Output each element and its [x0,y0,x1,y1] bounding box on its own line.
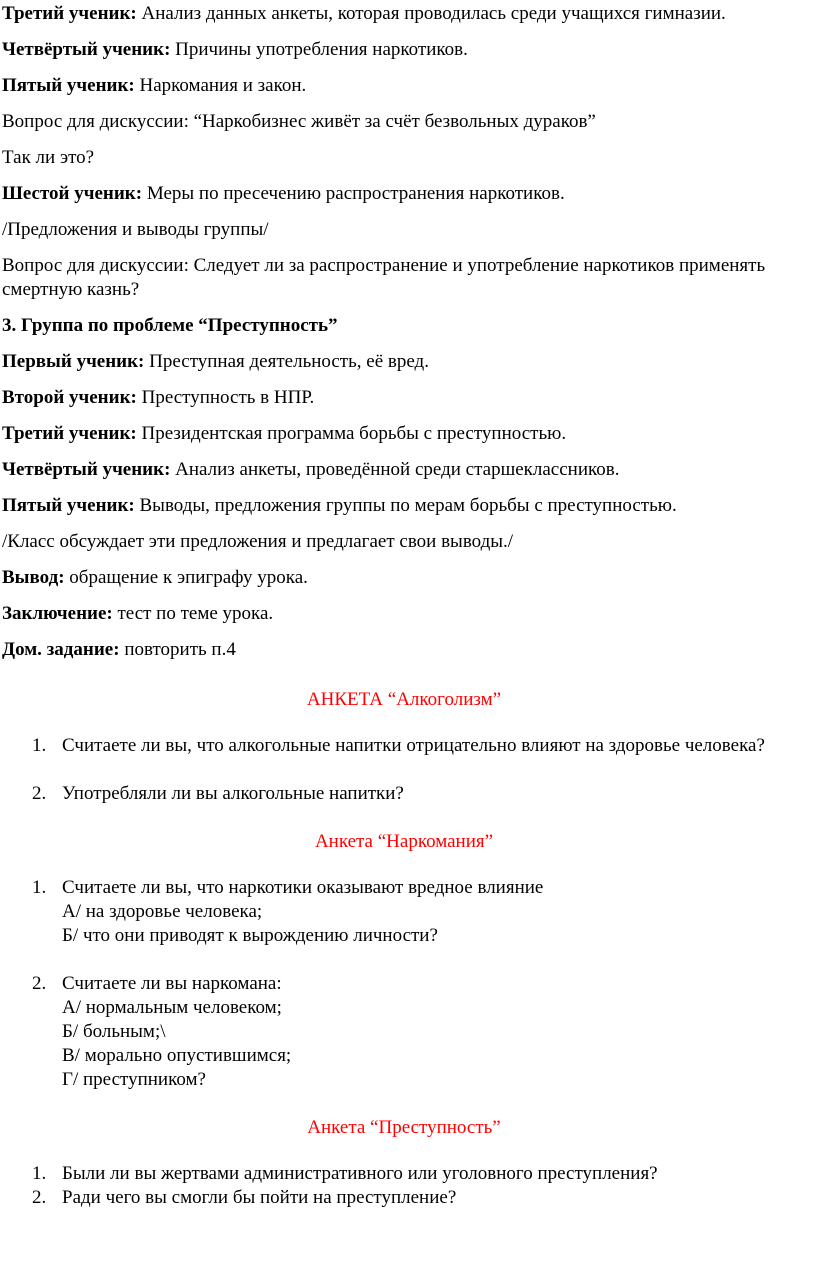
paragraph [2,386,806,410]
paragraph [2,254,806,302]
paragraph [2,110,806,134]
survey-question [2,734,806,758]
paragraph-text: обращение к эпиграфу урока. [64,567,308,588]
question-number: 1. [32,735,47,756]
paragraph [2,218,806,242]
survey-questions-drugs [2,876,806,1092]
paragraph [2,602,806,626]
survey-question [2,1162,806,1186]
paragraph-text: Президентская программа борьбы с преступностью. [136,423,567,444]
question-text: Считаете ли вы, что наркотики оказывают вредное влияние [62,877,544,898]
survey-title-alcohol: АНКЕТА “Алкоголизм” [306,689,502,710]
paragraph-label: Пятый ученик: [2,75,135,96]
survey-question [2,782,806,806]
paragraph-text: Анализ анкеты, проведённой среди старшеклассников. [170,459,620,480]
paragraph-label: Третий ученик: [2,423,137,444]
section-heading [2,314,806,338]
survey-question [2,972,806,1092]
paragraph-label: Вывод: [2,567,65,588]
paragraph-text: Наркомания и закон. [134,75,307,96]
paragraph-label: 3. Группа по проблеме “Преступность” [2,315,338,336]
paragraph-text: Анализ данных анкеты, которая проводилась среди учащихся гимназии. [136,3,726,24]
paragraph-label: Четвёртый ученик: [2,39,171,60]
paragraph [2,350,806,374]
paragraph-label: Пятый ученик: [2,495,135,516]
paragraph-text: Так ли это? [2,147,95,168]
paragraph [2,146,806,170]
paragraph [2,530,806,554]
survey-title-drugs: Анкета “Наркомания” [314,831,494,852]
answer-option: Б/ что они приводят к вырождению личности? [62,925,438,946]
answer-option: В/ морально опустившимся; [62,1045,292,1066]
question-text: Были ли вы жертвами административного или уголовного преступления? [62,1163,658,1184]
paragraph-text: Выводы, предложения группы по мерам борьбы с преступностью. [134,495,677,516]
survey-question [2,1186,806,1210]
question-number: 1. [32,877,47,898]
paragraph [2,494,806,518]
paragraph-label: Шестой ученик: [2,183,143,204]
question-number: 2. [32,973,47,994]
paragraph [2,74,806,98]
answer-option: А/ нормальным человеком; [62,997,282,1018]
paragraph-text: Меры по пресечению распространения наркотиков. [142,183,565,204]
paragraph-text: /Класс обсуждает эти предложения и предлагает свои выводы./ [2,531,514,552]
paragraph-label: Третий ученик: [2,3,137,24]
paragraph-label: Четвёртый ученик: [2,459,171,480]
paragraph-label: Первый ученик: [2,351,145,372]
paragraph [2,182,806,206]
paragraph [2,566,806,590]
question-text: Считаете ли вы наркомана: [62,973,282,994]
survey-questions-alcohol [2,734,806,806]
question-number: 1. [32,1163,47,1184]
paragraph-label: Второй ученик: [2,387,137,408]
paragraph-text: Преступность в НПР. [136,387,315,408]
paragraph-text: Преступная деятельность, её вред. [144,351,429,372]
paragraph-label: Дом. задание: [2,639,120,660]
question-text: Считаете ли вы, что алкогольные напитки отрицательно влияют на здоровье человека? [62,735,765,756]
paragraph-label: Заключение: [2,603,113,624]
question-text: Употребляли ли вы алкогольные напитки? [62,783,404,804]
paragraph-text: Вопрос для дискуссии: “Наркобизнес живёт за счёт безвольных дураков” [2,111,596,132]
paragraph [2,38,806,62]
answer-option: А/ на здоровье человека; [62,901,263,922]
paragraph-text: Причины употребления наркотиков. [170,39,468,60]
survey-questions-crime [2,1162,806,1210]
paragraph [2,422,806,446]
paragraph [2,638,806,662]
question-number: 2. [32,783,47,804]
question-number: 2. [32,1187,47,1208]
paragraph-text: повторить п.4 [119,639,236,660]
question-text: Ради чего вы смогли бы пойти на преступление? [62,1187,457,1208]
survey-question [2,876,806,948]
paragraph [2,2,806,26]
answer-option: Б/ больным;\ [62,1021,166,1042]
paragraph-text: тест по теме урока. [112,603,274,624]
answer-option: Г/ преступником? [62,1069,206,1090]
survey-title-crime: Анкета “Преступность” [307,1117,501,1138]
lesson-plan-section [2,2,806,662]
paragraph-text: Вопрос для дискуссии: Следует ли за распространение и употребление наркотиков применять смертную казнь? [2,255,766,300]
paragraph [2,458,806,482]
paragraph-text: /Предложения и выводы группы/ [2,219,269,240]
